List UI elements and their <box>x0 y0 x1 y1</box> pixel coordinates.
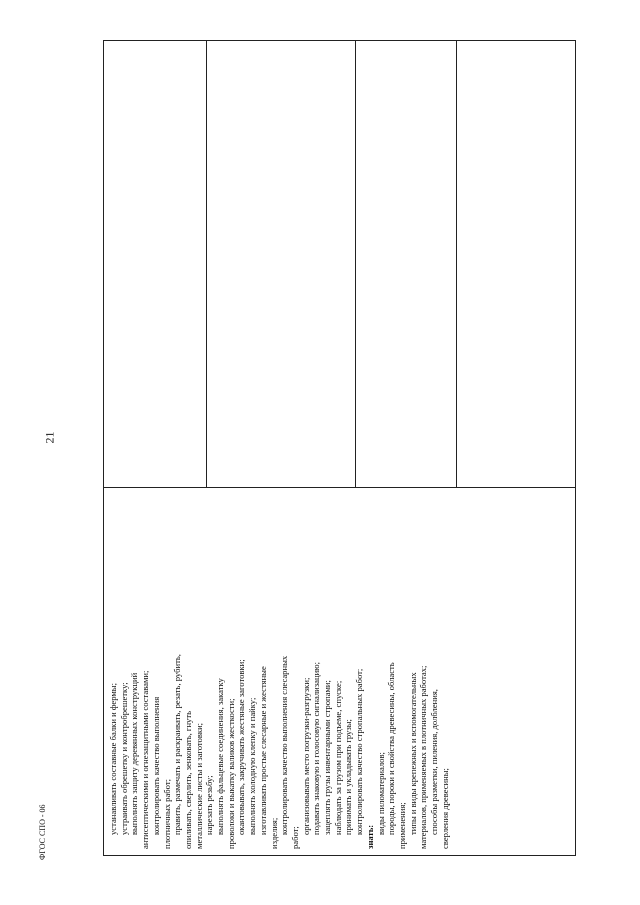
content-line: опиливать, сверлить, зенковать, гнуть <box>182 710 193 849</box>
content-line: проволоки и выкатку валиков жесткости; <box>225 698 236 849</box>
content-line: знать: <box>364 824 375 849</box>
content-line: металлические листы и заготовки; <box>193 722 204 849</box>
competency-table <box>103 40 576 856</box>
content-line: типы и виды крепежных и вспомогательных <box>407 672 418 835</box>
content-line: контролировать качество выполнения <box>150 696 161 835</box>
content-line: антисептическими и огнезащитными составами; <box>140 670 151 849</box>
content-line: подавать знаковую и голосовую сигнализацию; <box>311 662 322 835</box>
empty-columns <box>104 41 575 487</box>
content-line: способы разметки, пиления, долбления, <box>429 689 440 835</box>
content-line: выполнять фальцевые соединения, закатку <box>215 678 226 835</box>
empty-cell-d <box>457 41 575 487</box>
content-line: окантовывать, закручивать жестяные заготовки; <box>236 659 247 835</box>
content-line: применения; <box>396 802 407 849</box>
page-number: 21 <box>42 431 57 444</box>
footer-standard-label: ФГОС СПО - 06 <box>38 804 47 860</box>
empty-cell-c <box>356 41 457 487</box>
content-line: нарезать резьбу; <box>204 775 215 835</box>
content-line: принимать и укладывать грузы; <box>343 719 354 835</box>
content-line: сверления древесины; <box>439 768 450 849</box>
content-line: наблюдать за грузом при подъеме, спуске; <box>332 680 343 835</box>
content-line: плотничных работ; <box>161 779 172 849</box>
empty-cell-b <box>207 41 356 487</box>
content-line: виды пиломатериалов; <box>375 752 386 835</box>
content-line: контролировать качество стропальных работ; <box>354 668 365 835</box>
table-row <box>104 41 575 855</box>
content-line: выполнять защиту деревянных конструкций <box>129 672 140 835</box>
content-line: устанавливать составные балки и фермы; <box>108 683 118 835</box>
content-line: породы, пороки и свойства древесины, область <box>386 662 397 835</box>
content-line: изготавливать простые слесарные и жестяные <box>257 666 268 835</box>
content-line: контролировать качество выполнения слесарных <box>279 655 290 835</box>
content-line: править, размечать и раскраивать, резать, рубить, <box>172 654 183 835</box>
content-line: изделия; <box>268 817 279 849</box>
skills-knowledge-cell <box>104 487 575 855</box>
content-line: зацеплять грузы инвентарными стропами; <box>322 680 333 835</box>
content-line: выполнять холодную клепку и пайку; <box>247 697 258 835</box>
empty-cell-a <box>104 41 207 487</box>
content-line: устраивать обрешетку и контробрешетку; <box>118 682 129 835</box>
content-line: материалов, применяемых в плотничных работах; <box>418 665 429 849</box>
content-line: организовывать место погрузки-разгрузки; <box>300 677 311 835</box>
content-line: работ; <box>289 826 300 849</box>
